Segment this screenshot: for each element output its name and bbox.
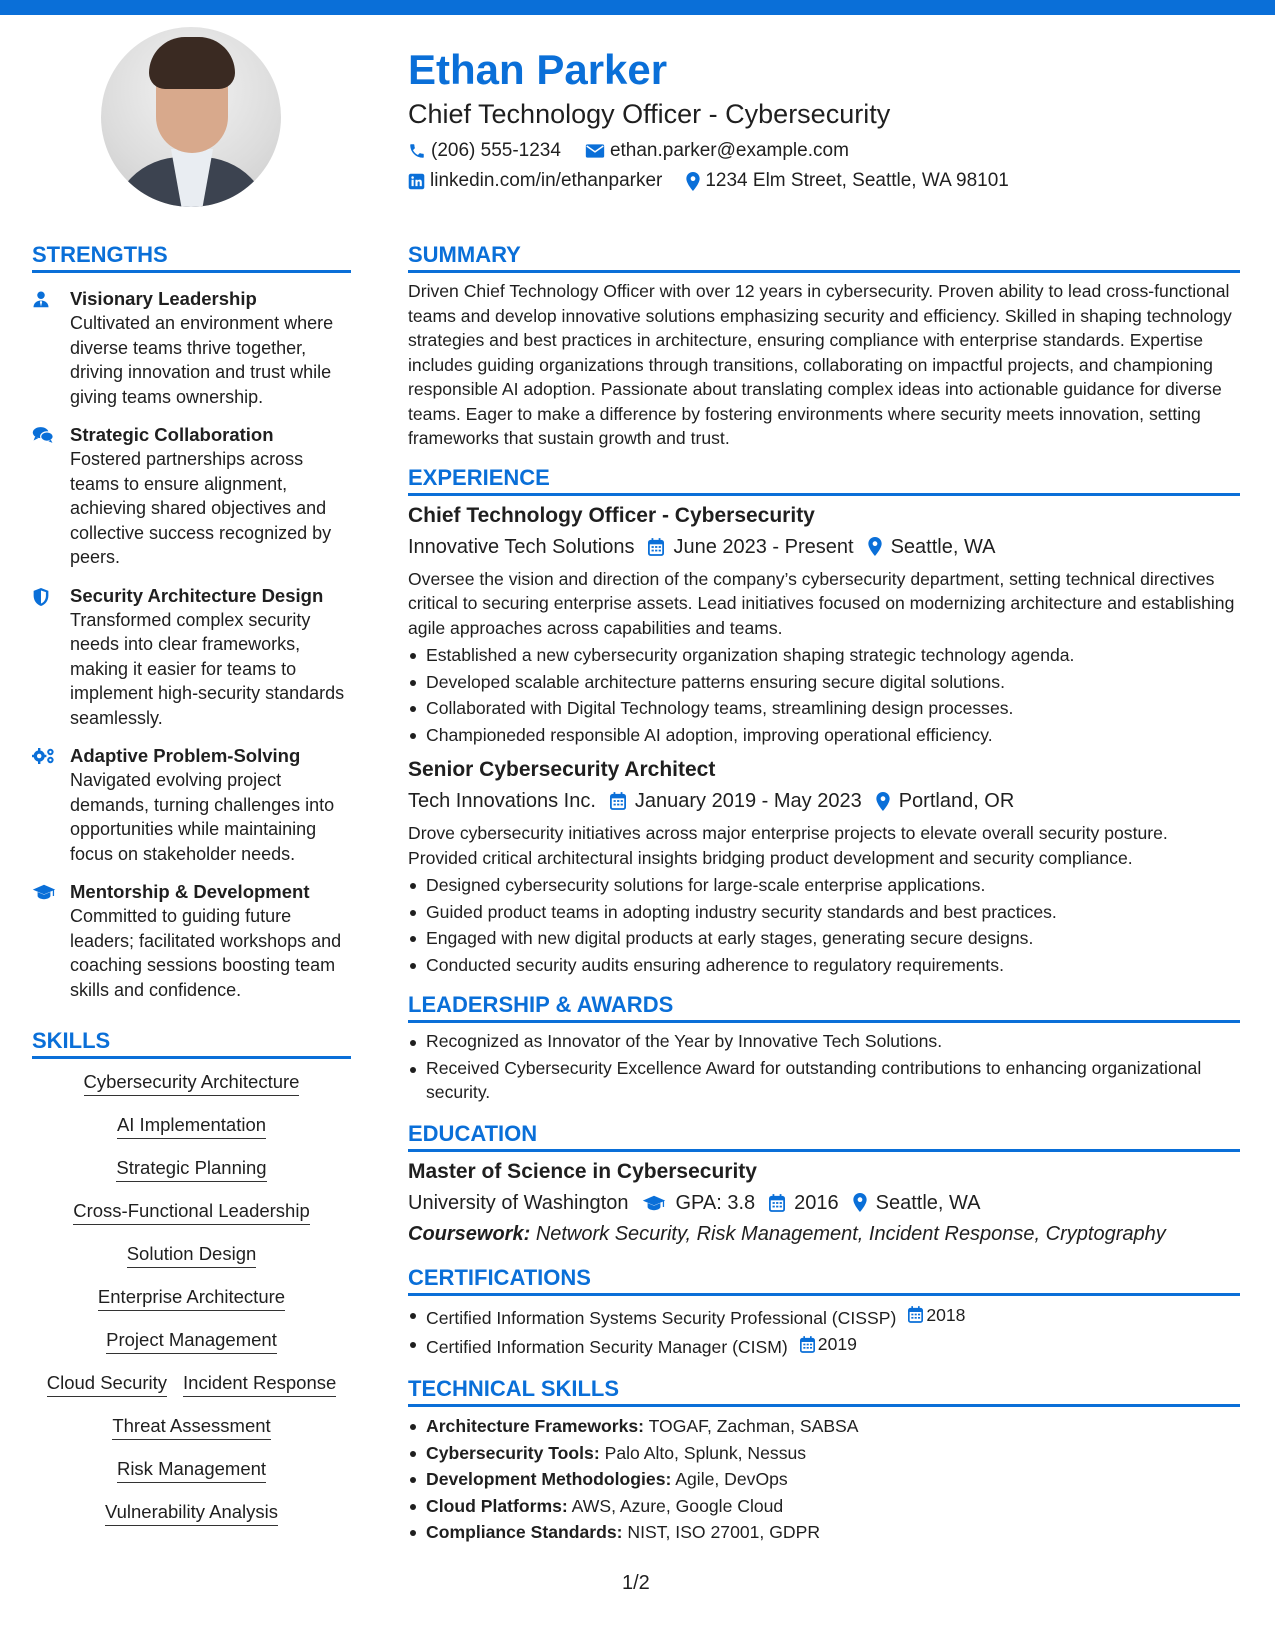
certifications-list [408,1302,1240,1361]
job-dates: January 2019 - May 2023 [634,790,862,812]
map-marker-icon [853,1193,867,1212]
list-item: Guided product teams in adopting industry security standards and best practices. [408,899,1240,926]
job-location: Seattle, WA [890,535,996,558]
list-item [408,1331,1240,1360]
job-dates: June 2023 - Present [673,535,854,558]
strength-desc: Transformed complex security needs into clear frameworks, making it easier for teams to implement high-security standards seamlessly. [70,609,345,728]
skill-tag: Enterprise Architecture [98,1284,285,1311]
skill-tag: Solution Design [127,1241,257,1268]
skill-tag: AI Implementation [117,1112,266,1139]
skill-tag: Risk Management [117,1456,266,1483]
awards-list [408,1029,1240,1105]
list-item: Recognized as Innovator of the Year by Innovative Tech Solutions. [408,1029,1240,1054]
phone-contact[interactable] [408,138,561,164]
linkedin-contact[interactable] [408,168,662,194]
strength-item [32,584,351,731]
email-text: ethan.parker@example.com [609,140,849,161]
list-item: Collaborated with Digital Technology teams, streamlining design processes. [408,695,1240,722]
calendar-icon [800,1336,815,1353]
awards-heading: LEADERSHIP & AWARDS [408,990,1240,1023]
strength-item [32,423,351,570]
tech-skill-value: Agile, DevOps [675,1469,788,1489]
skills-heading: SKILLS [32,1026,351,1059]
cert-name: Certified Information Security Manager (CISM) [426,1336,788,1357]
list-item: Engaged with new digital products at early stages, generating secure designs. [408,925,1240,952]
phone-text: (206) 555-1234 [431,140,561,161]
address-contact [686,168,1008,194]
list-item [408,1466,1240,1493]
strength-desc: Committed to guiding future leaders; facilitated workshops and coaching sessions boosting team skills and confidence. [70,906,342,1000]
map-marker-icon [686,172,700,191]
skill-tag: Project Management [106,1327,277,1354]
envelope-icon [585,143,605,159]
candidate-title: Chief Technology Officer - Cybersecurity [408,99,891,129]
cogs-icon [32,747,56,765]
job-title: Chief Technology Officer - Cybersecurity [408,503,815,527]
coursework [408,1219,1240,1249]
graduation-year: 2016 [794,1191,839,1214]
job-location: Portland, OR [898,790,1015,812]
skill-tag: Threat Assessment [112,1413,270,1440]
school-name: University of Washington [408,1191,629,1214]
cert-name: Certified Information Systems Security Professional (CISSP) [426,1307,897,1328]
summary-heading: SUMMARY [408,240,1240,273]
tech-skill-label: Development Methodologies: [426,1469,672,1489]
gpa-text: GPA: 3.8 [675,1191,756,1214]
strength-item [32,744,351,866]
list-item [408,1493,1240,1520]
job-meta [408,533,1240,561]
strength-title: Visionary Leadership [70,288,257,309]
job-bullets [408,642,1240,748]
right-column [408,240,1240,1546]
tech-skill-label: Cybersecurity Tools: [426,1442,600,1463]
calendar-icon [769,1194,785,1212]
job-entry [408,502,1240,749]
tech-skill-label: Cloud Platforms: [426,1495,568,1516]
strength-title: Adaptive Problem-Solving [70,745,301,766]
strength-desc: Fostered partnerships across teams to ensure alignment, achieving shared objectives and collective success recognized by peers. [70,449,332,567]
strength-desc: Cultivated an environment where diverse teams thrive together, driving innovation and trust while giving teams ownership. [70,313,334,407]
experience-heading: EXPERIENCE [408,463,1240,496]
job-entry [408,756,1240,978]
education-location: Seattle, WA [875,1191,981,1214]
job-description: Drove cybersecurity initiatives across major enterprise projects to elevate overall security posture. Provided critical architectural insights bridging product development and security compliance. [408,823,1168,868]
list-item: Developed scalable architecture patterns ensuring secure digital solutions. [408,669,1240,696]
graduation-cap-icon [642,1194,666,1212]
linkedin-text: linkedin.com/in/ethanparker [430,170,663,191]
tech-skill-value: AWS, Azure, Google Cloud [571,1495,784,1516]
tech-skill-value: Palo Alto, Splunk, Nessus [604,1442,807,1463]
education-heading: EDUCATION [408,1119,1240,1152]
map-marker-icon [876,792,890,811]
job-title: Senior Cybersecurity Architect [408,758,716,781]
comments-icon [32,426,54,444]
strength-title: Mentorship & Development [70,881,310,902]
strength-item [32,287,351,409]
contact-row-1 [408,138,1238,164]
education-meta [408,1189,1240,1217]
profile-photo [101,27,281,207]
job-company: Tech Innovations Inc. [408,790,596,812]
strengths-heading: STRENGTHS [32,240,351,273]
tech-skill-label: Architecture Frameworks: [426,1416,645,1436]
tech-skill-value: NIST, ISO 27001, GDPR [627,1522,821,1542]
contact-row-2 [408,168,1238,194]
tech-skill-label: Compliance Standards: [426,1522,623,1542]
coursework-text: Network Security, Risk Management, Incident Response, Cryptography [535,1222,1166,1245]
map-marker-icon [868,537,882,556]
strength-item [32,880,351,1002]
list-item: Conducted security audits ensuring adherence to regulatory requirements. [408,952,1240,979]
cert-year: 2019 [817,1333,857,1354]
cert-year: 2018 [926,1304,966,1325]
address-text: 1234 Elm Street, Seattle, WA 98101 [705,170,1009,191]
calendar-icon [908,1306,923,1323]
top-accent-bar [0,0,1275,15]
list-item: Established a new cybersecurity organization shaping strategic technology agenda. [408,642,1240,669]
calendar-icon [610,792,626,810]
technical-skills-heading: TECHNICAL SKILLS [408,1374,1240,1407]
list-item [408,1519,1240,1546]
strength-title: Strategic Collaboration [70,424,274,445]
summary-text: Driven Chief Technology Officer with over 12 years in cybersecurity. Proven ability to lead cross-functional teams and develop innovative solutions emphasizing security and efficiency. Skilled in shaping technology strategies and best practices in architecture, ensuring compliance with enterprise standards. Expertise includes guiding organizations through transitions, collaborating on impactful projects, and championing responsible AI adoption. Passionate about translating complex ideas into actionable guidance for diverse teams. Eager to make a difference by fostering environments where security meets innovation, setting frameworks that sustain growth and trust. [408,281,1232,448]
skills-list [32,1069,351,1542]
skill-tag: Cybersecurity Architecture [84,1069,300,1096]
candidate-name: Ethan Parker [408,46,668,93]
list-item [408,1302,1240,1331]
strength-desc: Navigated evolving project demands, turning challenges into opportunities while maintaining focus on stakeholder needs. [70,770,335,864]
email-contact[interactable] [585,138,849,164]
job-meta [408,787,1240,815]
technical-skills-list [408,1413,1240,1546]
tech-skill-value: TOGAF, Zachman, SABSA [648,1416,859,1436]
linkedin-icon [408,173,425,190]
skill-tag: Vulnerability Analysis [105,1499,278,1526]
skill-tag: Cross-Functional Leadership [73,1198,310,1225]
list-item [408,1413,1240,1440]
list-item: Championeded responsible AI adoption, improving operational efficiency. [408,722,1240,749]
list-item: Designed cybersecurity solutions for large-scale enterprise applications. [408,872,1240,899]
resume-header [408,44,1238,194]
graduation-cap-icon [32,883,56,901]
degree-title: Master of Science in Cybersecurity [408,1159,757,1183]
skill-tag: Strategic Planning [116,1155,266,1182]
list-item: Received Cybersecurity Excellence Award for outstanding contributions to enhancing organizational security. [408,1056,1240,1105]
list-item [408,1440,1240,1467]
user-tie-icon [32,290,50,308]
phone-icon [408,142,426,160]
shield-icon [32,587,50,607]
left-column [32,240,351,1542]
calendar-icon [648,538,664,556]
certifications-heading: CERTIFICATIONS [408,1263,1240,1296]
page-number: 1/2 [622,1572,650,1594]
job-company: Innovative Tech Solutions [408,535,635,558]
coursework-label: Coursework: [408,1222,531,1245]
strength-title: Security Architecture Design [70,584,324,606]
skill-tag: Incident Response [183,1370,336,1397]
job-bullets [408,872,1240,978]
skill-tag: Cloud Security [47,1370,167,1397]
job-description: Oversee the vision and direction of the company’s cybersecurity department, setting technical directives critical to securing enterprise assets. Lead initiatives focused on modernizing architecture and establishing agile approaches across capabilities and teams. [408,568,1235,638]
